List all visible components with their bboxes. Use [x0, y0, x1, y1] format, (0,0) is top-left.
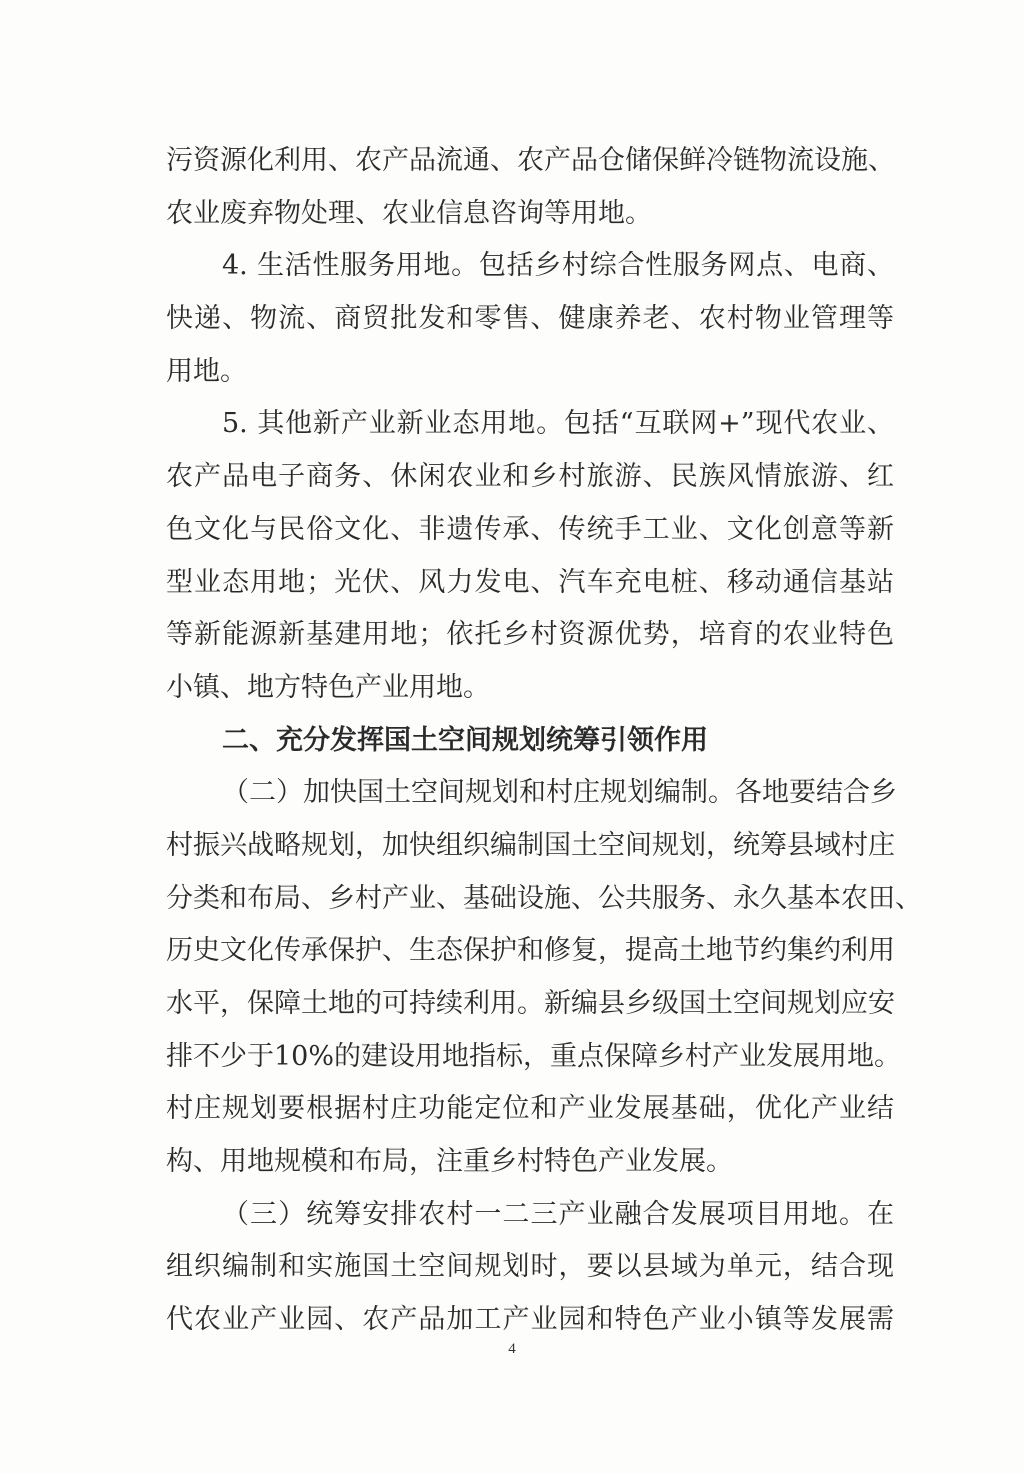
section-heading: 二、充分发挥国土空间规划统筹引领作用	[222, 724, 708, 756]
text-line: 5. 其他新产业新业态用地。包括“互联网+”现代农业、	[222, 408, 894, 440]
text-line: 农产品电子商务、休闲农业和乡村旅游、民族风情旅游、红	[166, 461, 894, 493]
text-line: 代农业产业园、农产品加工产业园和特色产业小镇等发展需	[166, 1304, 894, 1336]
text-line: 4. 生活性服务用地。包括乡村综合性服务网点、电商、	[222, 250, 894, 282]
text-line: 排不少于10%的建设用地指标，重点保障乡村产业发展用地。	[166, 1040, 902, 1072]
text-line: 构、用地规模和布局，注重乡村特色产业发展。	[166, 1146, 733, 1178]
body-text	[166, 135, 922, 1347]
text-line: 水平，保障土地的可持续利用。新编县乡级国土空间规划应安	[166, 988, 895, 1019]
text-line: 分类和布局、乡村产业、基础设施、公共服务、永久基本农田、	[166, 882, 922, 914]
text-line: 等新能源新基建用地；依托乡村资源优势，培育的农业特色	[166, 619, 894, 651]
text-line: （三）统筹安排农村一二三产业融合发展项目用地。在	[222, 1198, 894, 1230]
text-line: 组织编制和实施国土空间规划时，要以县域为单元，结合现	[166, 1251, 894, 1283]
text-line: 历史文化传承保护、生态保护和修复，提高土地节约集约利用	[166, 935, 895, 967]
text-line: 色文化与民俗文化、非遗传承、传统手工业、文化创意等新	[166, 513, 894, 545]
text-line: （二）加快国土空间规划和村庄规划编制。各地要结合乡	[222, 777, 897, 809]
text-line: 型业态用地；光伏、风力发电、汽车充电桩、移动通信基站	[166, 566, 894, 598]
text-line: 村振兴战略规划，加快组织编制国土空间规划，统筹县域村庄	[166, 829, 895, 861]
text-line: 快递、物流、商贸批发和零售、健康养老、农村物业管理等	[166, 303, 894, 335]
text-line: 用地。	[166, 355, 247, 387]
text-line: 小镇、地方特色产业用地。	[166, 671, 490, 703]
text-line: 村庄规划要根据村庄功能定位和产业发展基础，优化产业结	[166, 1093, 894, 1125]
text-line: 污资源化利用、农产品流通、农产品仓储保鲜冷链物流设施、	[166, 145, 895, 176]
page-number: 4	[508, 1341, 516, 1357]
text-line: 农业废弃物处理、农业信息咨询等用地。	[166, 197, 652, 229]
